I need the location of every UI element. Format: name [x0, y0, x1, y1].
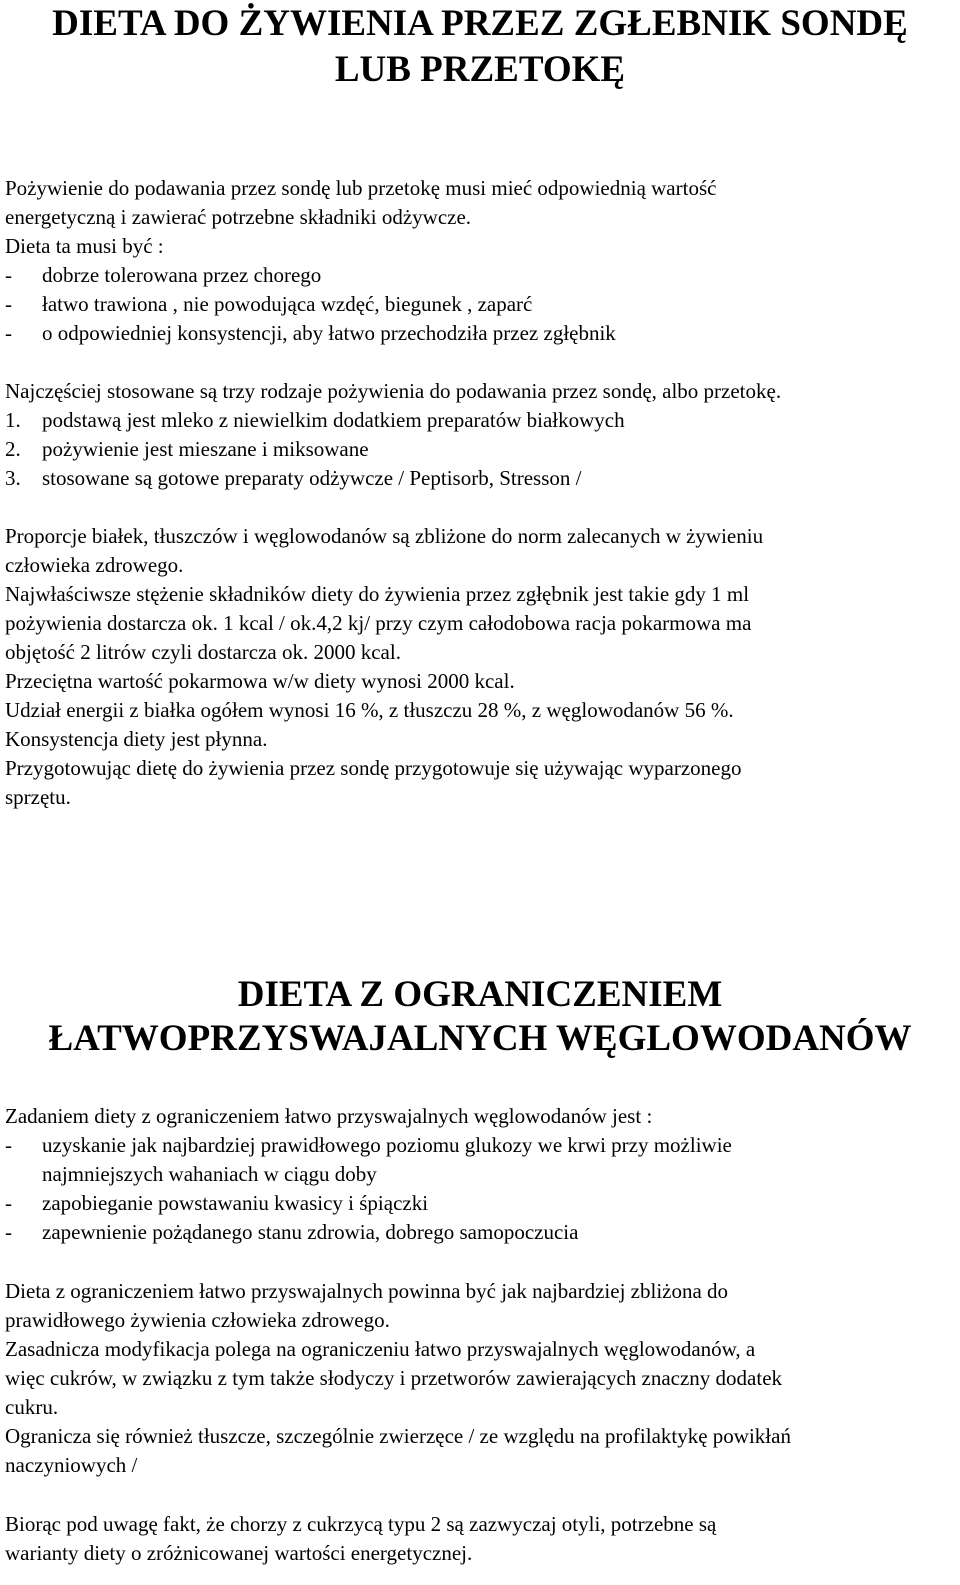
closing-line: warianty diety o zróżnicowanej wartości energetycznej.: [5, 1541, 473, 1565]
body-line: Ogranicza się również tłuszcze, szczególnie zwierzęce / ze względu na profilaktykę powikłań: [5, 1424, 791, 1448]
type-item: podstawą jest mleko z niewielkim dodatkiem preparatów białkowych: [42, 408, 625, 432]
body-line: Proporcje białek, tłuszczów i węglowodanów są zbliżone do norm zalecanych w żywieniu: [5, 524, 764, 548]
body-line: pożywienia dostarcza ok. 1 kcal / ok.4,2 kj/ przy czym całodobowa racja pokarmowa ma: [5, 611, 752, 635]
types-intro: Najczęściej stosowane są trzy rodzaje pożywienia do podawania przez sondę, albo przetokę.: [5, 379, 782, 403]
requirements-intro: Dieta ta musi być :: [5, 234, 164, 258]
section2-title-line1: DIETA Z OGRANICZENIEM: [237, 974, 723, 1015]
type-number: 1.: [5, 408, 21, 432]
type-item: stosowane są gotowe preparaty odżywcze / Peptisorb, Stresson /: [42, 466, 582, 490]
body-line: cukru.: [5, 1395, 59, 1419]
list-dash: -: [5, 292, 12, 316]
body-line: człowieka zdrowego.: [5, 553, 184, 577]
section1-title-line2: LUB PRZETOKĘ: [334, 49, 626, 90]
intro-line-2: energetyczną i zawierać potrzebne składniki odżywcze.: [5, 205, 472, 229]
goal-item: zapewnienie pożądanego stanu zdrowia, dobrego samopoczucia: [42, 1220, 579, 1244]
body-line: objętość 2 litrów czyli dostarcza ok. 2000 kcal.: [5, 640, 401, 664]
body-line: prawidłowego żywienia człowieka zdrowego.: [5, 1308, 390, 1332]
intro-line-1: Pożywienie do podawania przez sondę lub przetokę musi mieć odpowiednią wartość: [5, 176, 717, 200]
list-dash: -: [5, 1191, 12, 1215]
list-dash: -: [5, 263, 12, 287]
body-line: Dieta z ograniczeniem łatwo przyswajalnych powinna być jak najbardziej zbliżona do: [5, 1279, 729, 1303]
goal-item: uzyskanie jak najbardziej prawidłowego poziomu glukozy we krwi przy możliwie: [42, 1133, 732, 1157]
list-dash: -: [5, 321, 12, 345]
goal-item: zapobieganie powstawaniu kwasicy i śpiączki: [42, 1191, 429, 1215]
body-line: Przeciętna wartość pokarmowa w/w diety wynosi 2000 kcal.: [5, 669, 515, 693]
section1-title-line1: DIETA DO ŻYWIENIA PRZEZ ZGŁEBNIK SONDĘ: [52, 3, 908, 44]
body-line: Udział energii z białka ogółem wynosi 16 %, z tłuszczu 28 %, z węglowodanów 56 %.: [5, 698, 734, 722]
goals-intro: Zadaniem diety z ograniczeniem łatwo przyswajalnych węglowodanów jest :: [5, 1104, 653, 1128]
body-line: więc cukrów, w związku z tym także słodyczy i przetworów zawierających znaczny dodatek: [5, 1366, 783, 1390]
requirement-item: łatwo trawiona , nie powodująca wzdęć, biegunek , zaparć: [42, 292, 533, 316]
list-dash: -: [5, 1133, 12, 1157]
body-line: sprzętu.: [5, 785, 71, 809]
body-line: Zasadnicza modyfikacja polega na ograniczeniu łatwo przyswajalnych węglowodanów, a: [5, 1337, 756, 1361]
type-number: 2.: [5, 437, 21, 461]
requirement-item: o odpowiedniej konsystencji, aby łatwo przechodziła przez zgłębnik: [42, 321, 616, 345]
type-number: 3.: [5, 466, 21, 490]
body-line: naczyniowych /: [5, 1453, 138, 1477]
list-dash: -: [5, 1220, 12, 1244]
body-line: Konsystencja diety jest płynna.: [5, 727, 268, 751]
section2-title-line2: ŁATWOPRZYSWAJALNYCH WĘGLOWODANÓW: [48, 1018, 912, 1059]
closing-line: Biorąc pod uwagę fakt, że chorzy z cukrzycą typu 2 są zazwyczaj otyli, potrzebne są: [5, 1512, 717, 1536]
type-item: pożywienie jest mieszane i miksowane: [42, 437, 369, 461]
body-line: Najwłaściwsze stężenie składników diety do żywienia przez zgłębnik jest takie gdy 1 ml: [5, 582, 750, 606]
body-line: Przygotowując dietę do żywienia przez sondę przygotowuje się używając wyparzonego: [5, 756, 742, 780]
goal-item-continuation: najmniejszych wahaniach w ciągu doby: [42, 1162, 377, 1186]
requirement-item: dobrze tolerowana przez chorego: [42, 263, 322, 287]
